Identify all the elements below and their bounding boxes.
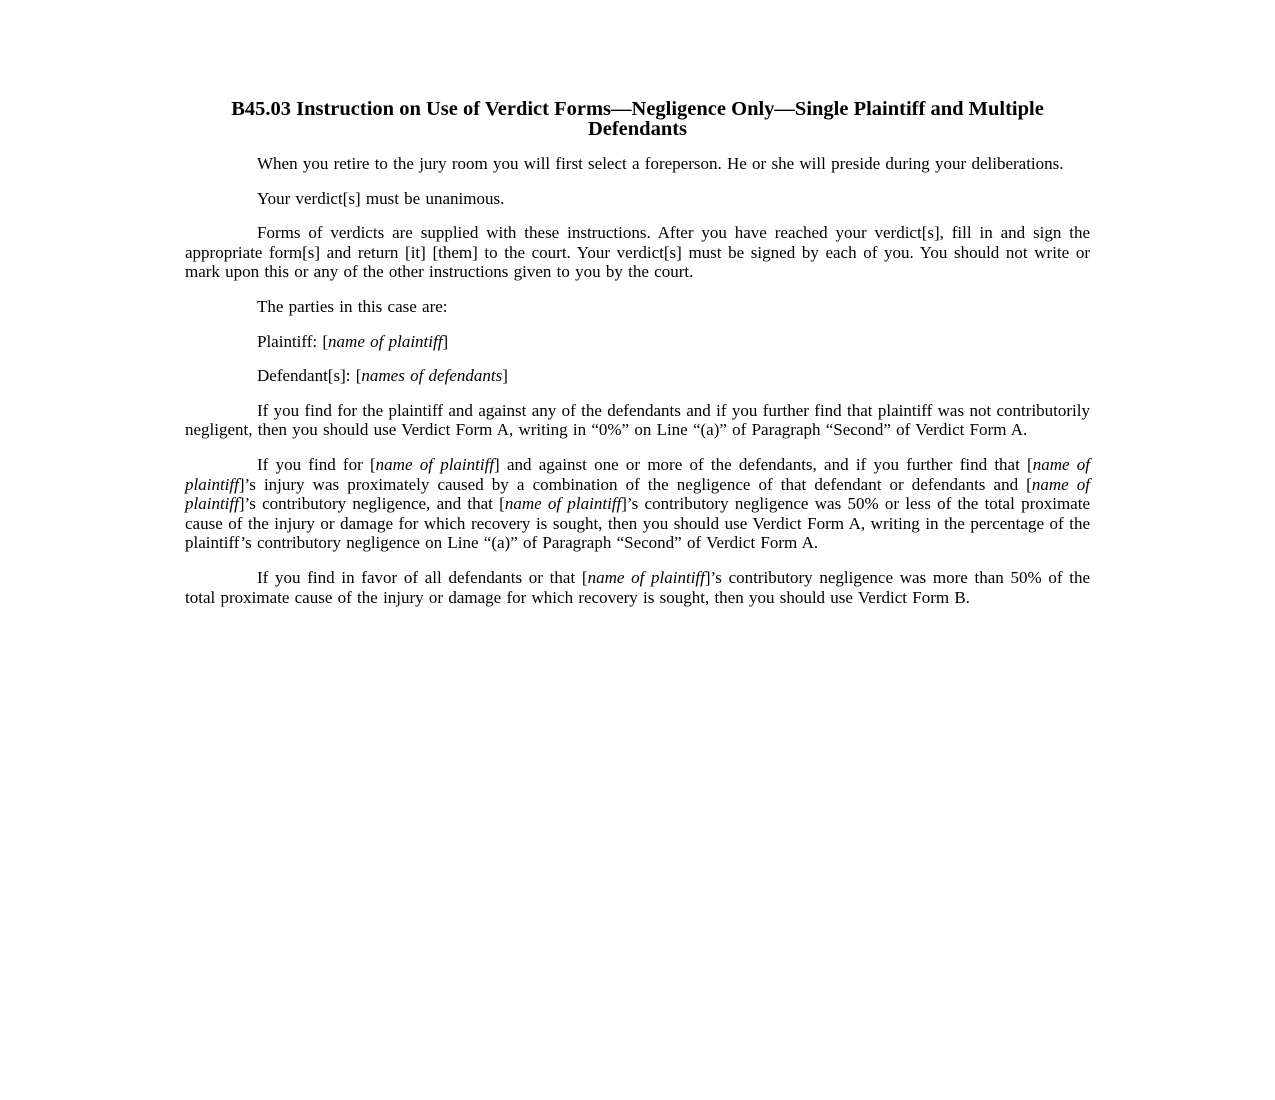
paragraph-unanimous <box>185 189 1090 209</box>
paragraph-foreperson <box>185 154 1090 174</box>
text-run: ]’s contributory negligence, and that [ <box>238 494 505 514</box>
text-run: The parties in this case are: <box>257 296 448 316</box>
italic-placeholder: name of plaintiff <box>587 567 705 587</box>
text-run: Defendant[s]: [ <box>257 366 362 386</box>
italic-placeholder: name of plaintiff <box>185 474 1090 514</box>
text-run: Forms of verdicts are supplied with these instructions. After you have reached your verdict[s], fill in and sign the appropriate form[s] and return [it] [them] to the court. Your verdict[s] must be signed by each of you. You should not write or mark upon this or any of the other instructions given to you by the court. <box>185 223 1090 282</box>
paragraph-verdict-form-b <box>185 568 1090 607</box>
text-run: If you find in favor of all defendants or that [ <box>257 567 588 587</box>
italic-placeholder: names of defendants <box>361 366 503 386</box>
text-run: ]’s injury was proximately caused by a combination of the negligence of that defendant or defendants and [ <box>238 474 1032 494</box>
document-content <box>185 99 1090 607</box>
italic-placeholder: name of plaintiff <box>375 454 495 474</box>
paragraph-defendants-names <box>185 366 1090 386</box>
text-run: ]’s contributory negligence was more than 50% of the total proximate cause of the injury or damage for which recovery is sought, then you should use Verdict Form B. <box>185 567 1091 607</box>
paragraph-plaintiff-name <box>185 332 1090 352</box>
text-run: Plaintiff: [ <box>257 331 329 351</box>
paragraph-verdict-form-a-no-negligence <box>185 401 1090 440</box>
italic-placeholder: name of plaintiff <box>504 494 622 514</box>
italic-placeholder: name of plaintiff <box>185 454 1091 494</box>
paragraph-verdict-form-a-contributory <box>185 455 1090 553</box>
paragraph-parties-intro <box>185 297 1090 317</box>
text-run: If you find for the plaintiff and against any of the defendants and if you further find that plaintiff was not contributorily negligent, then you should use Verdict Form A, writing in “0%” on Line “(a)” of Paragraph “Second” of Verdict Form A. <box>185 400 1090 440</box>
document-title: B45.03 Instruction on Use of Verdict Forms—Negligence Only—Single Plaintiff and Multiple Defendants <box>231 98 1044 140</box>
text-run: If you find for [ <box>257 454 376 474</box>
text-run: ] <box>502 366 508 386</box>
text-run: When you retire to the jury room you will first select a foreperson. He or she will preside during your deliberations. <box>257 154 1064 173</box>
text-run: Your verdict[s] must be unanimous. <box>257 188 505 208</box>
italic-placeholder: name of plaintiff <box>328 331 443 351</box>
text-run: ]’s contributory negligence was 50% or less of the total proximate cause of the injury or damage for which recovery is sought, then you should use Verdict Form A, writing in the percentage of the plaintiff’s contributory negligence on Line “(a)” of Paragraph “Second” of Verdict Form A. <box>185 494 1090 553</box>
text-run: ] and against one or more of the defendants, and if you further find that [ <box>494 454 1033 474</box>
text-run: ] <box>442 331 449 351</box>
paragraph-forms-supplied <box>185 223 1090 282</box>
